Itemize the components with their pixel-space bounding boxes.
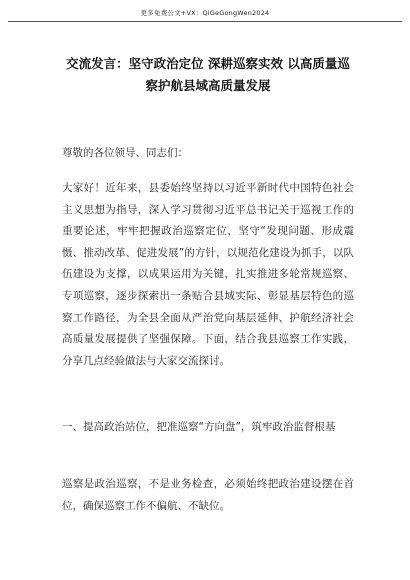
body-paragraph: 大家好！近年来，县委始终坚持以习近平新时代中国特色社会主义思想为指导，深入学习贯彻习近平总书记关于巡视工作的重要论述，牢牢把握政治巡察定位，坚守“发现问题、形成震慑、推动改革、促进发展”的方针，以规范化建设为抓手，以队伍建设为支撑，以成果运用为关键，扎实推进多轮常规巡察、专项巡察，逐步探索出一条贴合县域实际、彰显基层特色的巡察工作路径，为全县全面从严治党向基层延伸、护航经济社会高质量发展提供了坚强保障。下面，结合我县巡察工作实践，分享几点经验做法与大家交流探讨。 (62, 182, 354, 367)
header-divider (8, 21, 402, 22)
section-heading: 一、提高政治站位，把准巡察“方向盘”，筑牢政治监督根基 (62, 421, 336, 433)
salutation: 尊敬的各位领导、同志们： (62, 147, 188, 159)
body-paragraph: 巡察是政治巡察，不是业务检查，必须始终把政治建设摆在首位，确保巡察工作不偏航、不缺位。 (62, 478, 354, 512)
document-title: 交流发言：坚守政治定位 深耕巡察实效 以高质量巡察护航县域高质量发展 (66, 56, 350, 93)
header-note: 更多免费公文+VX：QiGeGongWen2024 (140, 9, 270, 17)
